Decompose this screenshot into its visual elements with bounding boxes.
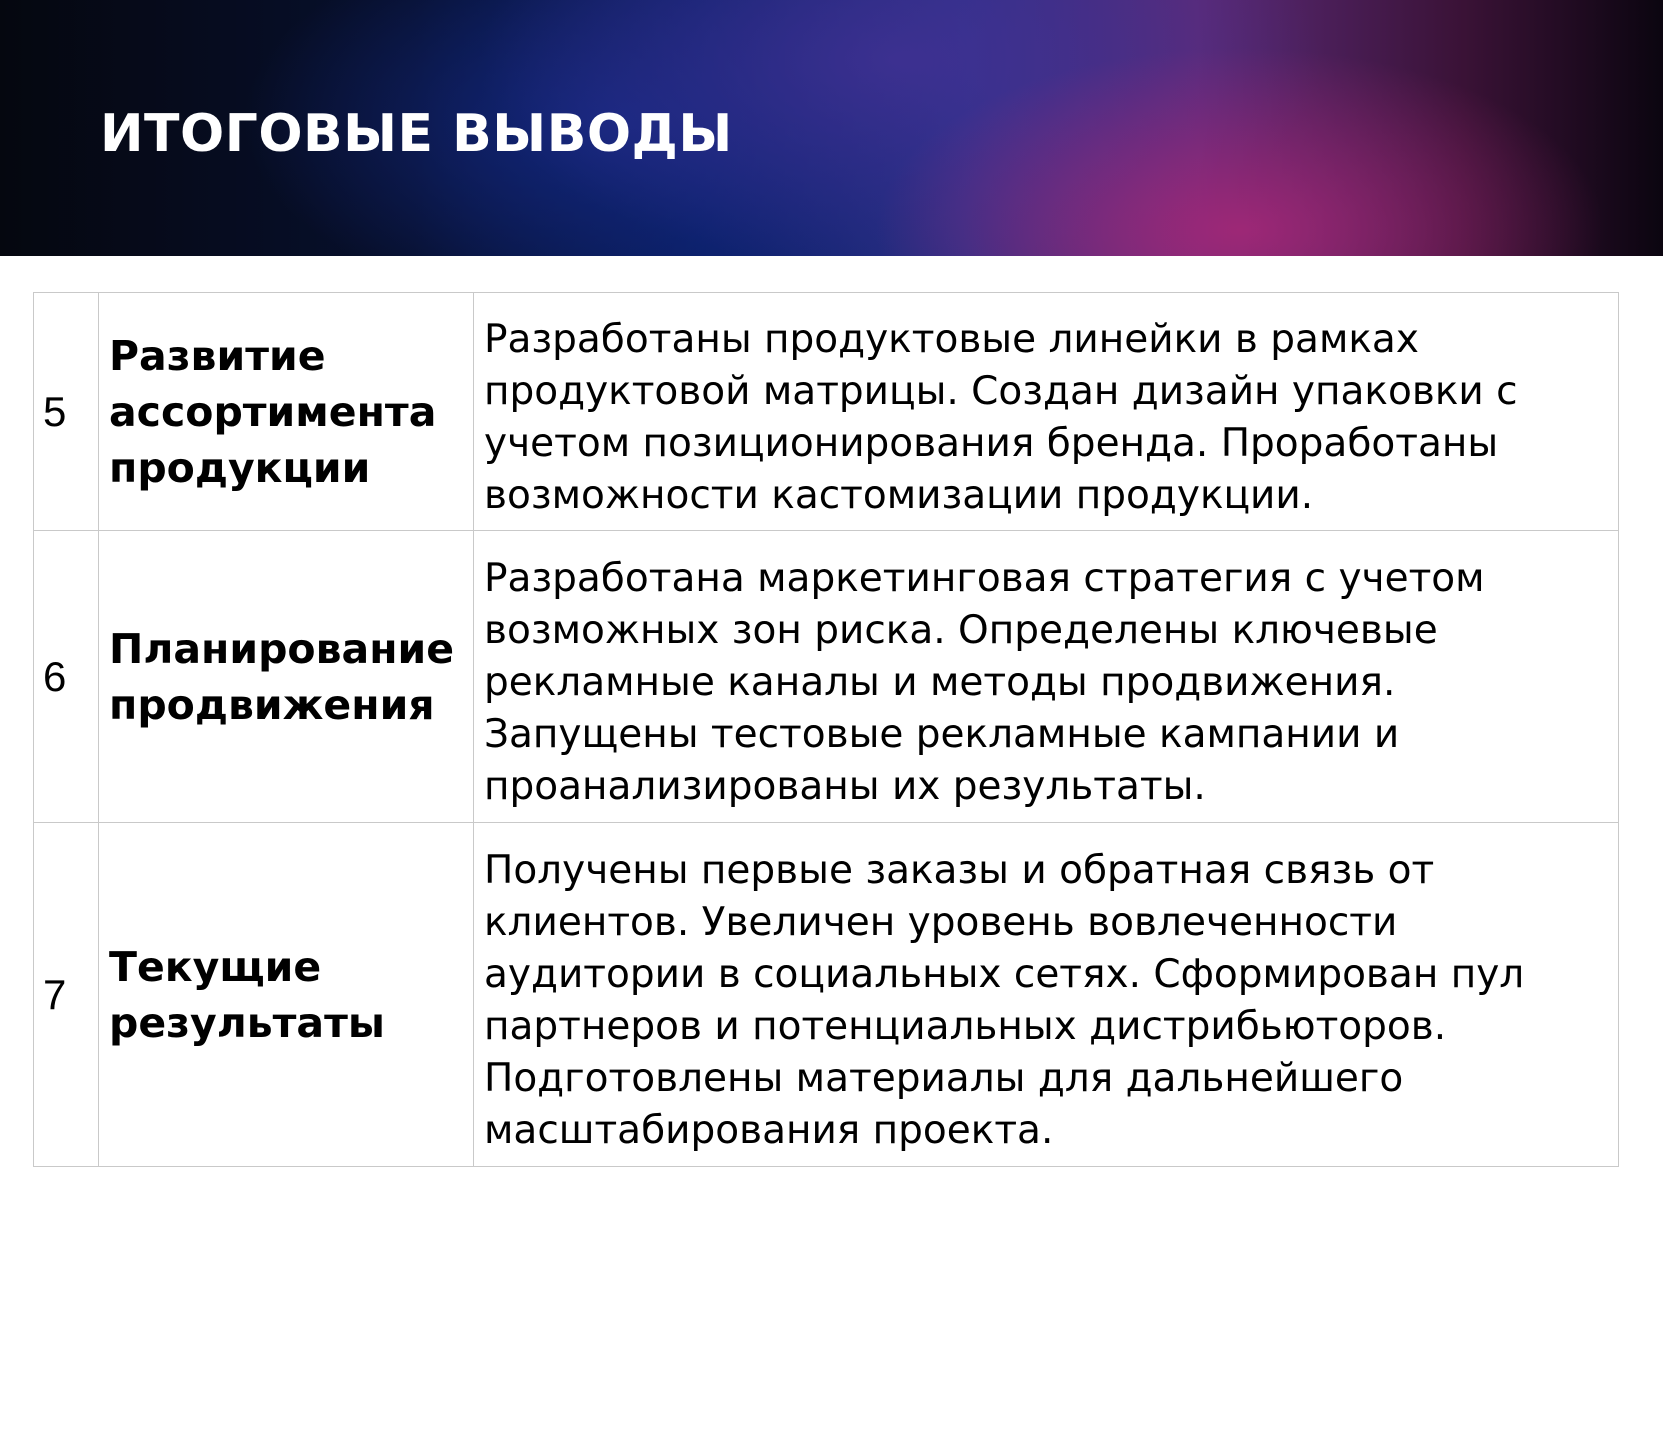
table-row <box>34 823 1619 1167</box>
row-topic: Планирование продвижения <box>99 531 474 823</box>
row-topic: Текущие результаты <box>99 823 474 1167</box>
header-banner <box>0 0 1663 256</box>
page-title: ИТОГОВЫЕ ВЫВОДЫ <box>100 104 733 164</box>
row-number: 5 <box>34 293 99 531</box>
row-number: 6 <box>34 531 99 823</box>
row-topic: Развитие ассортимента продукции <box>99 293 474 531</box>
table-row <box>34 531 1619 823</box>
table-row <box>34 293 1619 531</box>
row-description: Разработана маркетинговая стратегия с учетом возможных зон риска. Определены ключевые рекламные каналы и методы продвижения. Запущены тестовые рекламные кампании и проанализированы их результаты. <box>474 531 1619 823</box>
row-description: Получены первые заказы и обратная связь от клиентов. Увеличен уровень вовлеченности аудитории в социальных сетях. Сформирован пул партнеров и потенциальных дистрибьюторов. Подготовлены материалы для дальнейшего масштабирования проекта. <box>474 823 1619 1167</box>
row-number: 7 <box>34 823 99 1167</box>
row-description: Разработаны продуктовые линейки в рамках продуктовой матрицы. Создан дизайн упаковки с учетом позиционирования бренда. Проработаны возможности кастомизации продукции. <box>474 293 1619 531</box>
results-table <box>33 292 1619 1167</box>
